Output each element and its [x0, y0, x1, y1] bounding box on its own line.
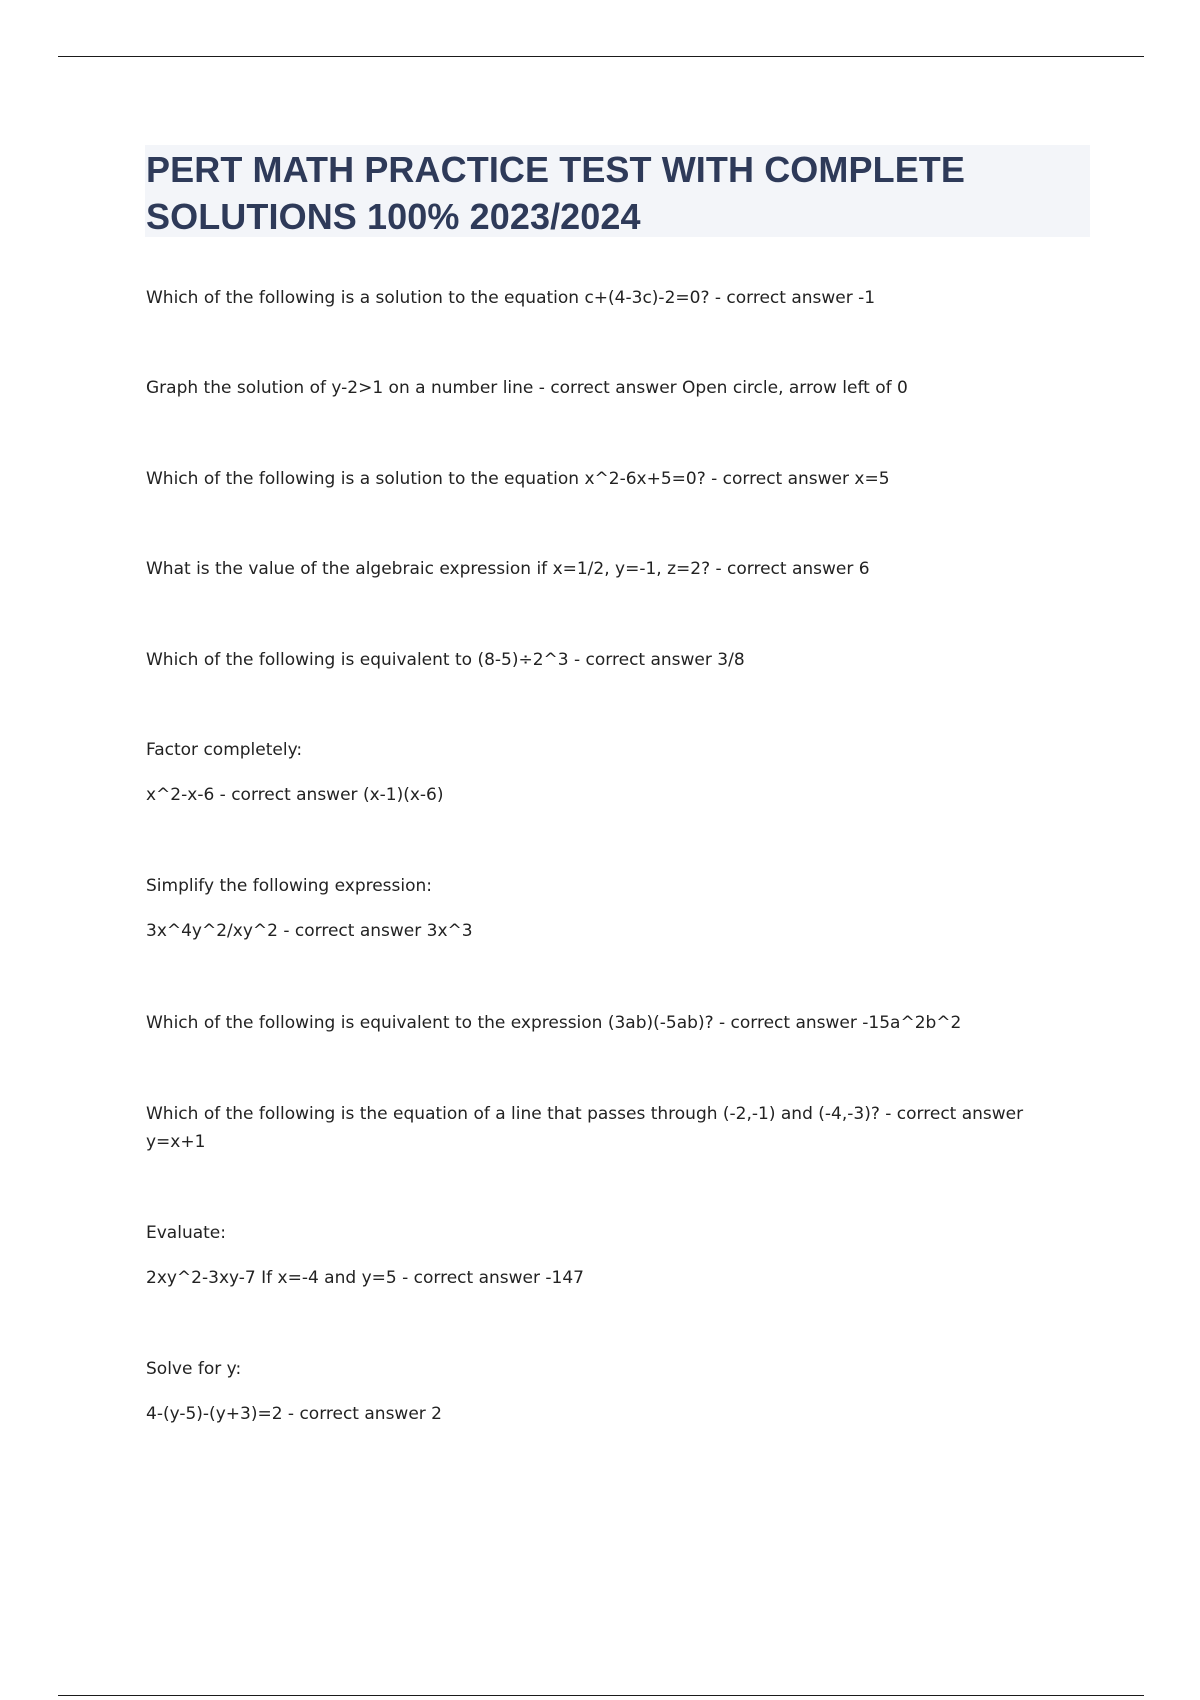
question-7-answer: 3x^4y^2/xy^2 - correct answer 3x^3 [146, 921, 473, 941]
question-2 [146, 374, 1086, 402]
question-9-text: Which of the following is the equation of a line that passes through (-2,-1) and (-4,-3)? - correct answer y=x+1 [146, 1104, 1024, 1152]
question-1-text: Which of the following is a solution to the equation c+(4-3c)-2=0? - correct answer -1 [146, 288, 876, 308]
question-3 [146, 465, 1086, 493]
question-7-prompt: Simplify the following expression: [146, 876, 433, 896]
question-10-prompt: Evaluate: [146, 1223, 226, 1243]
question-11 [146, 1355, 1086, 1428]
question-6 [146, 736, 1086, 809]
top-rule [58, 56, 1144, 57]
question-3-text: Which of the following is a solution to the equation x^2-6x+5=0? - correct answer x=5 [146, 469, 890, 489]
question-11-answer: 4-(y-5)-(y+3)=2 - correct answer 2 [146, 1404, 442, 1424]
question-6-answer: x^2-x-6 - correct answer (x-1)(x-6) [146, 785, 444, 805]
question-2-text: Graph the solution of y-2>1 on a number line - correct answer Open circle, arrow left of 0 [146, 378, 908, 398]
question-5 [146, 646, 1086, 674]
question-9 [146, 1100, 1086, 1156]
question-10-answer: 2xy^2-3xy-7 If x=-4 and y=5 - correct answer -147 [146, 1268, 584, 1288]
document-title: PERT MATH PRACTICE TEST WITH COMPLETE SOLUTIONS 100% 2023/2024 [146, 149, 966, 237]
question-4-text: What is the value of the algebraic expression if x=1/2, y=-1, z=2? - correct answer 6 [146, 559, 870, 579]
question-7 [146, 872, 1086, 945]
bottom-rule [58, 1695, 1144, 1696]
question-11-prompt: Solve for y: [146, 1359, 242, 1379]
question-10 [146, 1219, 1086, 1292]
question-5-text: Which of the following is equivalent to (8-5)÷2^3 - correct answer 3/8 [146, 650, 745, 670]
question-1 [146, 284, 1086, 312]
question-8 [146, 1009, 1086, 1037]
question-4 [146, 555, 1086, 583]
question-6-prompt: Factor completely: [146, 740, 303, 760]
question-8-text: Which of the following is equivalent to the expression (3ab)(-5ab)? - correct answer -15a^2b^2 [146, 1013, 962, 1033]
